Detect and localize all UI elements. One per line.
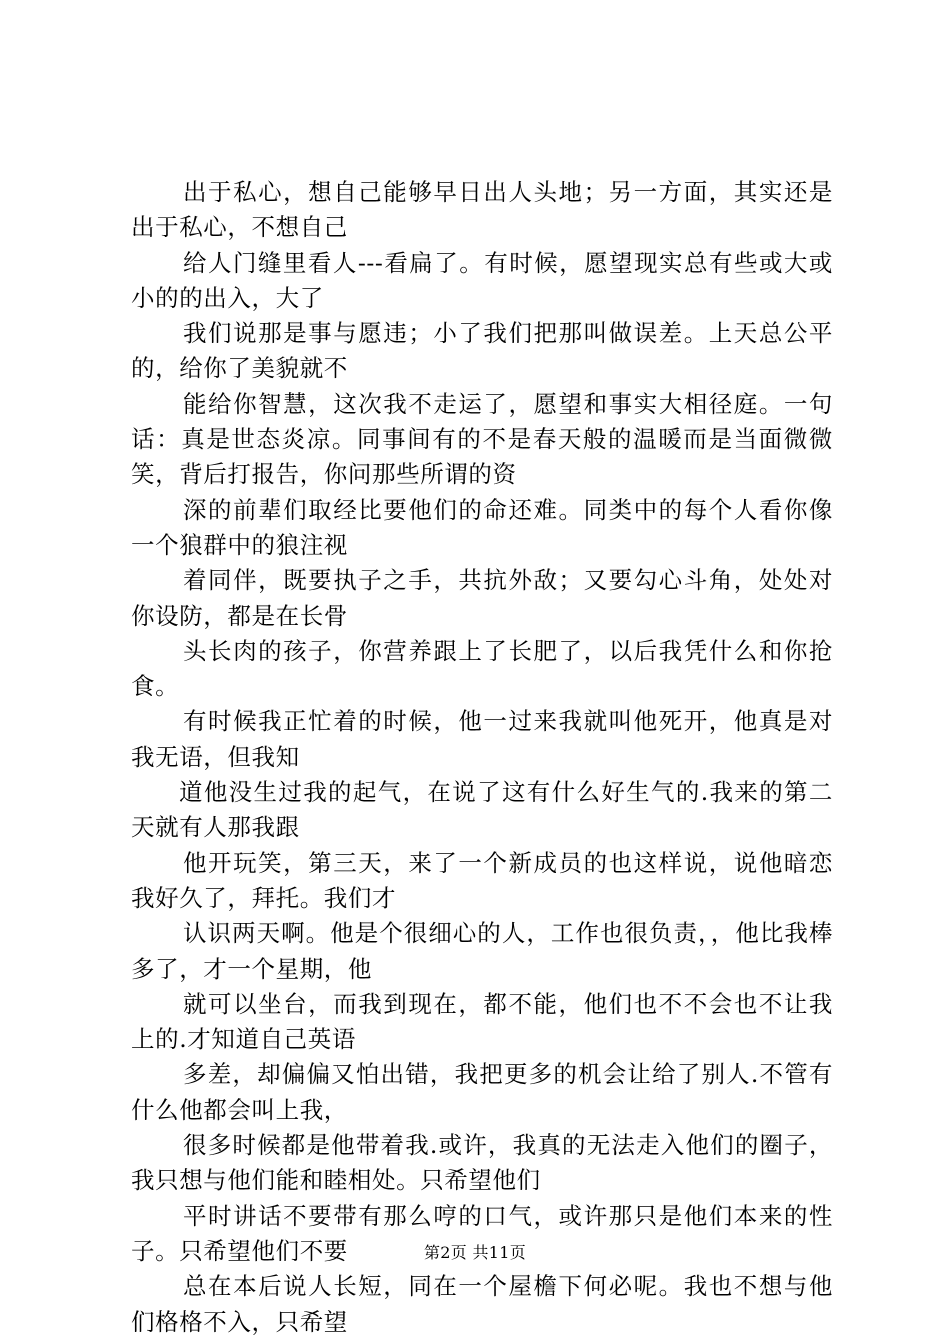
page-number-footer: 第2页 共11页: [423, 1243, 527, 1262]
paragraph: 就可以坐台，而我到现在，都不能，他们也不不会也不让我上的.才知道自己英语: [131, 989, 833, 1054]
paragraph: 出于私心，想自己能够早日出人头地；另一方面，其实还是出于私心，不想自己: [131, 178, 833, 242]
paragraph: 能给你智慧，这次我不走运了，愿望和事实大相径庭。一句话：真是世态炎凉。同事间有的不是春天般的温暖而是当面微微笑，背后打报告，你问那些所谓的资: [131, 389, 833, 489]
paragraph: 总在本后说人长短，同在一个屋檐下何必呢。我也不想与他们格格不入，只希望: [131, 1272, 833, 1336]
paragraph: 我们说那是事与愿违；小了我们把那叫做误差。上天总公平的，给你了美貌就不: [131, 319, 833, 383]
paragraph: 有时候我正忙着的时候，他一过来我就叫他死开，他真是对我无语，但我知: [131, 707, 833, 771]
paragraph: 给人门缝里看人---看扁了。有时候，愿望现实总有些或大或小的的出入，大了: [131, 248, 833, 312]
paragraph: 多差，却偏偏又怕出错，我把更多的机会让给了别人.不管有什么他都会叫上我，: [131, 1060, 833, 1124]
paragraph: 深的前辈们取经比要他们的命还难。同类中的每个人看你像一个狼群中的狼注视: [131, 495, 833, 559]
paragraph: 头长肉的孩子，你营养跟上了长肥了，以后我凭什么和你抢食。: [131, 636, 833, 701]
paragraph: 认识两天啊。他是个很细心的人，工作也很负责，，他比我棒多了，才一个星期，他: [131, 919, 833, 983]
paragraph: 平时讲话不要带有那么哼的口气，或许那只是他们本来的性子。只希望他们不要: [131, 1201, 833, 1265]
paragraph: 很多时候都是他带着我.或许，我真的无法走入他们的圈子，我只想与他们能和睦相处。只希望他们: [131, 1131, 833, 1195]
paragraph: 他开玩笑，第三天，来了一个新成员的也这样说，说他暗恋我好久了，拜托。我们才: [131, 848, 833, 912]
paragraph: 着同伴，既要执子之手，共抗外敌；又要勾心斗角，处处对你设防，都是在长骨: [131, 566, 833, 630]
body-text: [131, 175, 833, 1340]
paragraph: 道他没生过我的起气，在说了这有什么好生气的.我来的第二天就有人那我跟: [131, 778, 833, 842]
